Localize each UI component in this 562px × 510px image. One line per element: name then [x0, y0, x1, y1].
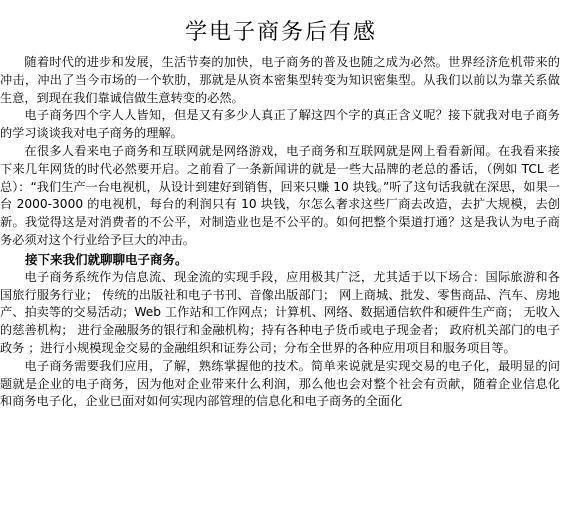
document-title: 学电子商务后有感: [184, 20, 377, 45]
paragraph-2: 电子商务四个字人人皆知，但是又有多少人真正了解这四个字的真正含义呢？接下就我对电子商务的学习谈谈我对电子商务的理解。: [0, 108, 560, 141]
paragraph-5: 电子商务需要我们应用，了解，熟练掌握他的技术。简单来说就是实现交易的电子化，最明显的问题就是企业的电子商务，因为他对企业带来什么利润，那么他也会对整个社会有贡献，随着企业信息化和商务电子化，企业已面对如何实现内部管理的信息化和电子商务的全面化: [0, 358, 560, 409]
paragraph-3: 在很多人看来电子商务和互联网就是网络游戏，电子商务和互联网就是网上看看新闻。在我看来接下来几年网货的时代必然要开启。之前看了一条新闻讲的就是一些大品牌的老总的番话，（例如 TCL 老总）：“我们生产一台电视机，从设计到建好到销售，回来只赚 10 块钱。”听了这句话我就在深思，如果一台 2000-3000 的电视机，每台的利润只有 10 块钱，尔怎么奢求这些厂商去改造，去扩大规模，去创新。我觉得这是对消费者的不公平，对制造业也是不公平的。如何把整个渠道打通？这是我认为电子商务必须对这个行业给予巨大的冲击。: [0, 143, 560, 247]
section-heading: 接下来我们就聊聊电子商务。: [25, 251, 188, 267]
paragraph-1: 随着时代的进步和发展，生活节奏的加快，电子商务的普及也随之成为必然。世界经济危机带来的冲击，冲出了当今市场的一个软肋，那就是从资本密集型转变为知识密集型。从我们以前以为靠关系做生意，到现在我们靠诚信做生意转变的必然。: [0, 55, 560, 105]
paragraph-4: 电子商务系统作为信息流、现金流的实现手段，应用极其广泛，尤其适于以下场合：国际旅游和各国旅行服务行业； 传统的出版社和电子书刊、音像出版部门； 网上商城、批发、零售商品、汽车、房地产、拍卖等的交易活动；Web 工作站和工作网点；计算机、网络、数据通信软件和硬件生产商； 无收入的慈善机构； 进行金融服务的银行和金融机构；持有各种电子货币或电子现金者； 政府机关部门的电子政务 ；进行小规模现金交易的金融组织和证券公司；分布全世界的各种应用项目和服务项目等。: [0, 269, 560, 355]
